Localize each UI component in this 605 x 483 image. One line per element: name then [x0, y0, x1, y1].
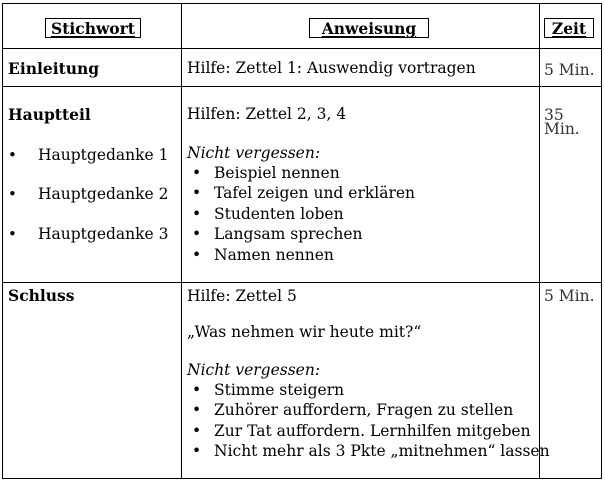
hauptgedanke-1: Hauptgedanke 1 [38, 146, 169, 164]
schluss-punkte-list [187, 380, 550, 462]
list-item: • Namen nennen [187, 245, 415, 265]
list-item: • Zur Tat auffordern. Lernhilfen mitgeben [187, 421, 550, 441]
row-divider [3, 282, 601, 283]
column-divider [181, 4, 182, 478]
header-stichwort: Stichwort [45, 18, 141, 38]
zeit-schluss: 5 Min. [544, 287, 595, 305]
list-item: • Zuhörer auffordern, Fragen zu stellen [187, 400, 550, 420]
frage-schluss: „Was nehmen wir heute mit?“ [187, 323, 422, 341]
header-zeit: Zeit [544, 18, 594, 38]
list-item: • Stimme steigern [187, 380, 550, 400]
nicht-vergessen-hauptteil: Nicht vergessen: [187, 144, 321, 162]
header-anweisung: Anweisung [309, 18, 429, 38]
hauptgedanke-2: Hauptgedanke 2 [38, 185, 169, 203]
zeit-hauptteil-zahl: 35 [544, 106, 564, 124]
list-item: • Nicht mehr als 3 Pkte „mitnehmen“ lassen [187, 441, 550, 461]
zeit-einleitung: 5 Min. [544, 61, 595, 79]
list-item: • Studenten loben [187, 204, 415, 224]
stichwort-hauptteil: Hauptteil [8, 105, 91, 124]
hilfe-schluss: Hilfe: Zettel 5 [187, 287, 297, 305]
zeit-hauptteil-einheit: Min. [544, 120, 580, 138]
row-divider [3, 48, 601, 49]
hauptteil-punkte-list [187, 163, 415, 265]
anweisung-einleitung: Hilfe: Zettel 1: Auswendig vortragen [187, 59, 476, 77]
list-item: • Beispiel nennen [187, 163, 415, 183]
stichwort-einleitung: Einleitung [8, 59, 100, 78]
ablaufplan-table [2, 3, 602, 479]
nicht-vergessen-schluss: Nicht vergessen: [187, 361, 321, 379]
list-item: • Langsam sprechen [187, 224, 415, 244]
hauptgedanke-3: Hauptgedanke 3 [38, 225, 169, 243]
bullet-icon: • [8, 146, 17, 164]
bullet-icon: • [8, 185, 17, 203]
hilfen-hauptteil: Hilfen: Zettel 2, 3, 4 [187, 105, 347, 123]
row-divider [3, 86, 601, 87]
stichwort-schluss: Schluss [8, 286, 75, 305]
bullet-icon: • [8, 225, 17, 243]
list-item: • Tafel zeigen und erklären [187, 183, 415, 203]
